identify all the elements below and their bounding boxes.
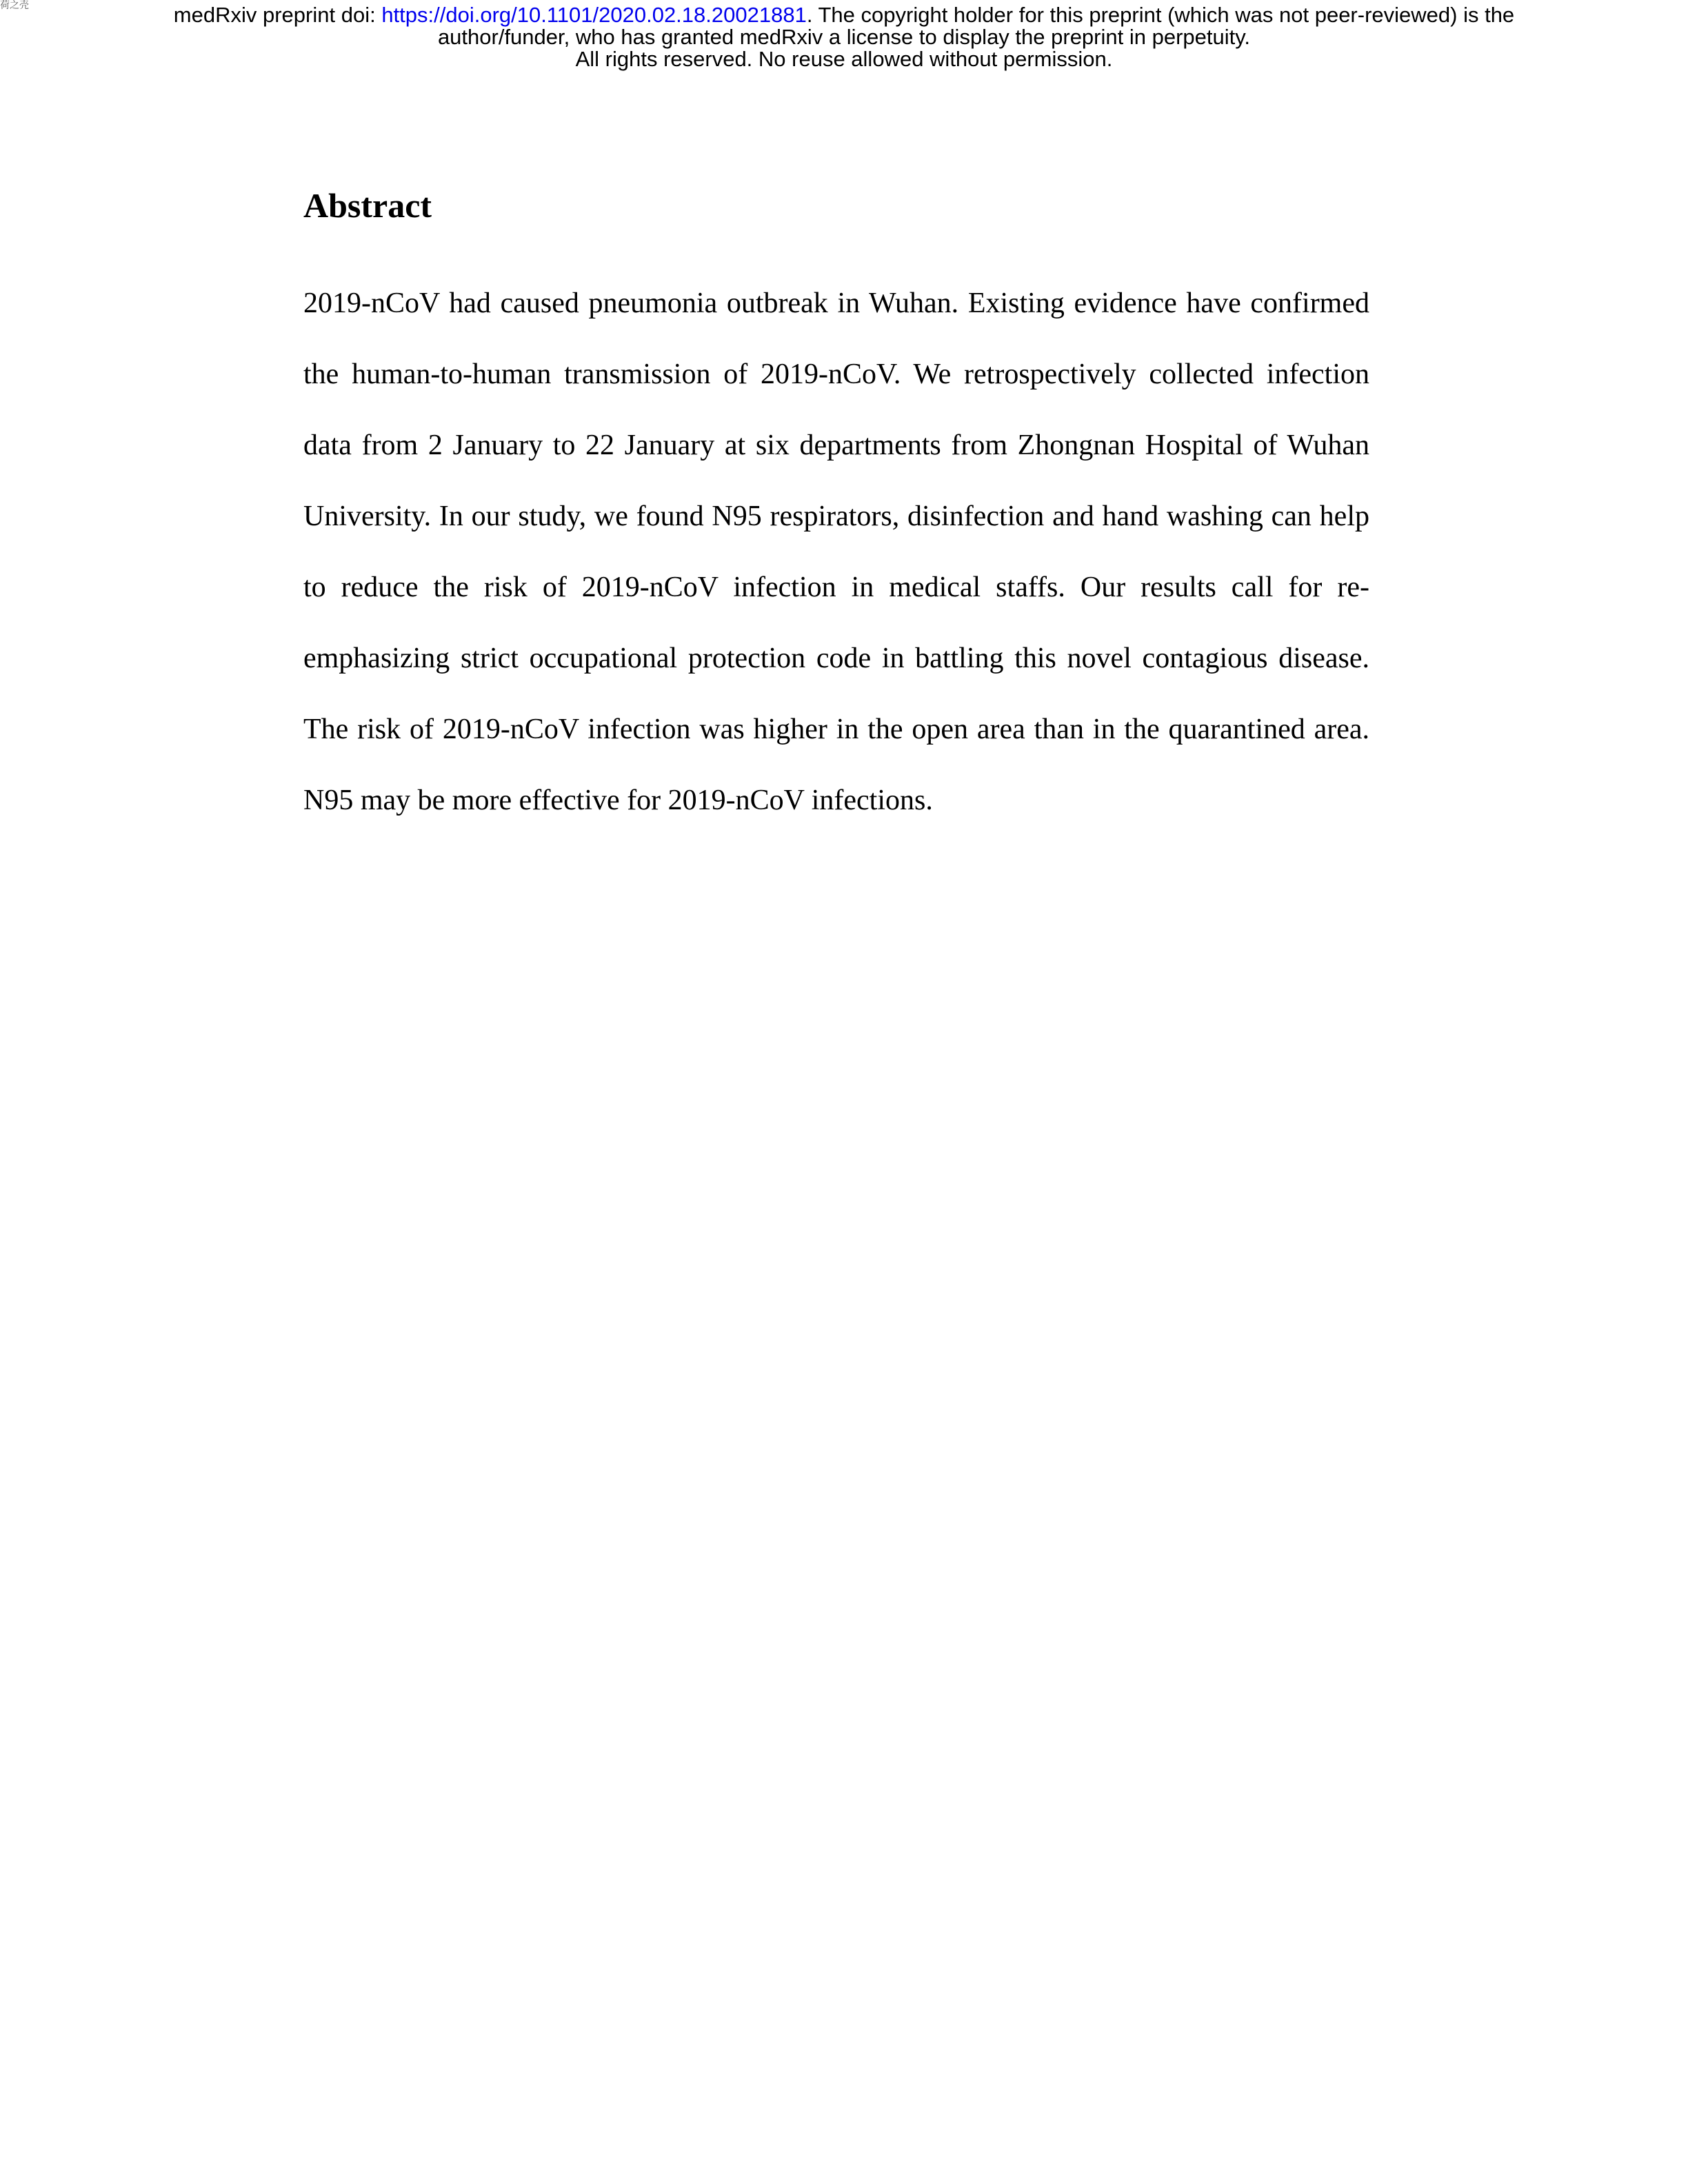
banner-line-1: [0, 4, 1688, 26]
banner-line-2: author/funder, who has granted medRxiv a license to display the preprint in perpetuity.: [437, 25, 1251, 49]
abstract-body: 2019-nCoV had caused pneumonia outbreak in Wuhan. Existing evidence have confirmed the human-to-human transmission of 2019-nCoV. We retrospectively collected infection data from 2 January to 22 January at six departments from Zhongnan Hospital of Wuhan University. In our study, we found N95 respirators, disinfection and hand washing can help to reduce the risk of 2019-nCoV infection in medical staffs. Our results call for re-emphasizing strict occupational protection code in battling this novel contagious disease. The risk of 2019-nCoV infection was higher in the open area than in the quarantined area. N95 may be more effective for 2019-nCoV infections.: [303, 287, 1369, 816]
banner-prefix: medRxiv preprint doi:: [173, 3, 382, 27]
abstract-heading: Abstract: [303, 186, 432, 225]
banner-line-1-suffix: . The copyright holder for this preprint (which was not peer-reviewed) is the: [806, 3, 1515, 27]
corner-watermark: 荷之壳: [0, 0, 29, 11]
doi-link[interactable]: https://doi.org/10.1101/2020.02.18.20021881: [381, 3, 807, 27]
banner-line-3: All rights reserved. No reuse allowed without permission.: [575, 47, 1113, 71]
preprint-banner: [0, 4, 1688, 70]
